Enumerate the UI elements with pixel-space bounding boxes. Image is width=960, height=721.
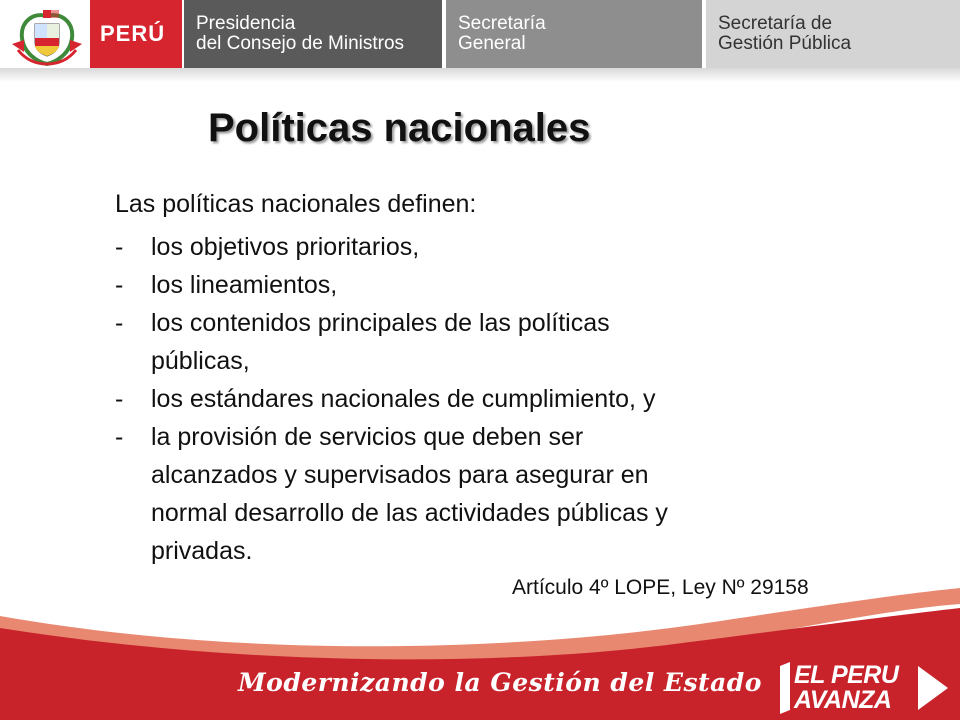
peru-brand-block (90, 0, 182, 68)
presidency-line-1: Presidencia (196, 13, 296, 34)
bullet-line: la provisión de servicios que deben ser (151, 423, 584, 451)
country-label: PERÚ (100, 21, 166, 46)
bullet-line: los lineamientos, (151, 271, 338, 299)
list-item (115, 228, 845, 266)
bullet-dash: - (115, 309, 124, 337)
legal-reference: Artículo 4º LOPE, Ley Nº 29158 (512, 576, 809, 599)
bullet-dash: - (115, 385, 124, 413)
bullet-line: públicas, (151, 347, 250, 375)
bullet-dash: - (115, 423, 124, 451)
bullet-line: normal desarrollo de las actividades públicas y (151, 499, 668, 527)
secretariat-line-1: Secretaría (458, 13, 546, 34)
bullet-dash: - (115, 271, 124, 299)
bullet-line: los estándares nacionales de cumplimiento, y (151, 385, 656, 413)
header-bar (0, 0, 960, 68)
bullet-line: los objetivos prioritarios, (151, 233, 420, 261)
presidency-label (196, 14, 404, 54)
bullet-line: los contenidos principales de las políticas (151, 309, 610, 337)
intro-text: Las políticas nacionales definen: (115, 190, 477, 218)
presidency-line-2: del Consejo de Ministros (196, 33, 405, 54)
bullet-line: alcanzados y supervisados para asegurar en (151, 461, 649, 489)
el-peru-avanza-logo (778, 660, 950, 716)
slide-title: Políticas nacionales (208, 106, 591, 150)
list-item (115, 304, 845, 380)
presidency-block (184, 0, 442, 68)
management-label (718, 14, 851, 54)
bullet-list (115, 228, 845, 570)
bullet-dash: - (115, 233, 124, 261)
management-line-2: Gestión Pública (718, 33, 852, 54)
list-item (115, 266, 845, 304)
list-item (115, 418, 845, 570)
secretariat-block (446, 0, 702, 68)
management-block (706, 0, 960, 68)
logo-line-1: EL PERU (794, 661, 899, 689)
slogan-text: Modernizando la Gestión del Estado (238, 668, 762, 697)
list-item (115, 380, 845, 418)
logo-line-2: AVANZA (794, 686, 892, 714)
management-line-1: Secretaría de (718, 13, 833, 34)
coat-of-arms-icon (8, 4, 86, 66)
header-shadow (0, 68, 960, 82)
secretariat-line-2: General (458, 33, 526, 54)
secretariat-label (458, 14, 546, 54)
bullet-line: privadas. (151, 537, 253, 565)
